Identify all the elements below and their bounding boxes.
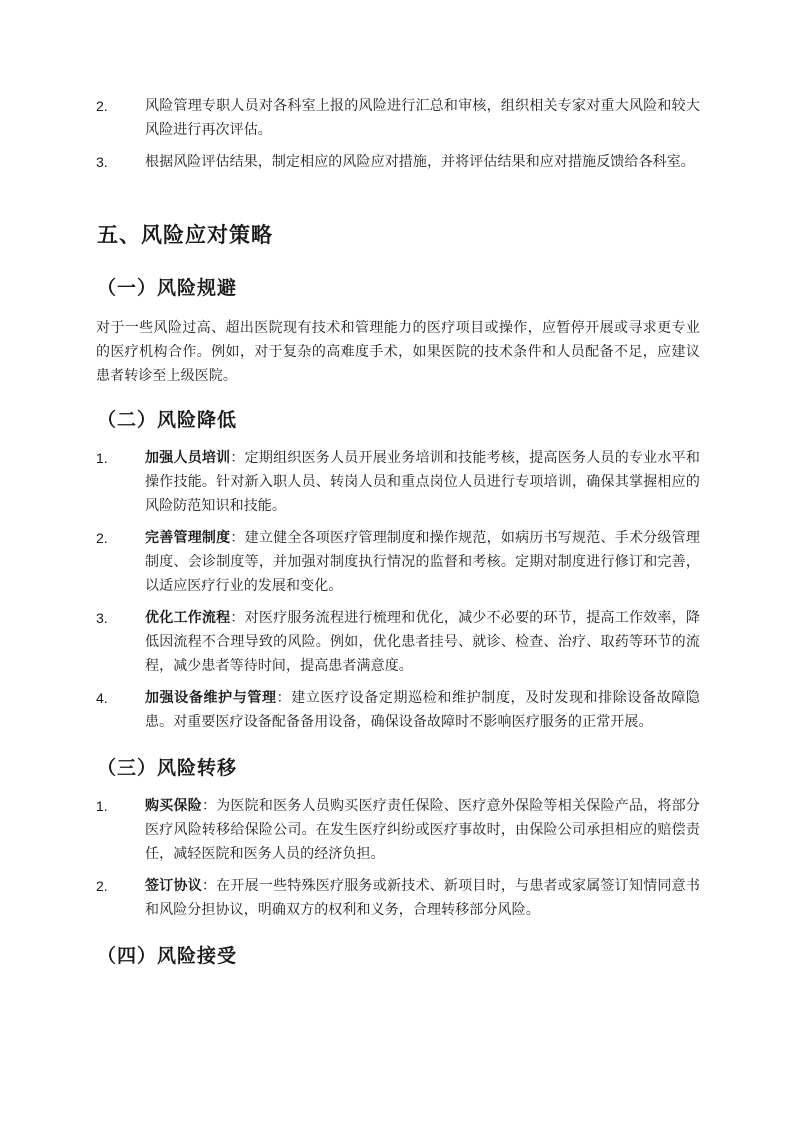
list-label: 购买保险 (145, 798, 202, 814)
subsection-heading: （三）风险转移 (97, 757, 238, 779)
list-text: 加强设备维护与管理：建立医疗设备定期巡检和维护制度，及时发现和排除设备故障隐患。对重要医疗设备配备备用设备，确保设备故障时不影响医疗服务的正常开展。 (145, 690, 700, 730)
paragraph: 对于一些风险过高、超出医院现有技术和管理能力的医疗项目或操作，应暂停开展或寻求更专业的医疗机构合作。例如，对于复杂的高难度手术，如果医院的技术条件和人员配备不足，应建议患者转诊至上级医院。 (96, 320, 700, 384)
subsection-heading: （二）风险降低 (97, 409, 238, 431)
list-text: 加强人员培训：定期组织医务人员开展业务培训和技能考核，提高医务人员的专业水平和操作技能。针对新入职人员、转岗人员和重点岗位人员进行专项培训，确保其掌握相应的风险防范知识和技能。 (145, 450, 700, 514)
list-text: 根据风险评估结果，制定相应的风险应对措施，并将评估结果和应对措施反馈给各科室。 (145, 154, 695, 170)
list-number: 3. (96, 610, 108, 626)
list-text: 签订协议：在开展一些特殊医疗服务或新技术、新项目时，与患者或家属签订知情同意书和风险分担协议，明确双方的权利和义务，合理转移部分风险。 (145, 878, 700, 918)
list-number: 3. (96, 154, 108, 170)
list-text: 优化工作流程：对医疗服务流程进行梳理和优化，减少不必要的环节，提高工作效率，降低因流程不合理导致的风险。例如，优化患者挂号、就诊、检查、治疗、取药等环节的流程，减少患者等待时间，提高患者满意度。 (145, 610, 700, 674)
list-number: 2. (96, 98, 108, 114)
list-label: 加强人员培训 (145, 450, 231, 466)
subsection-heading: （一）风险规避 (97, 277, 238, 299)
list-number: 1. (96, 798, 108, 814)
list-number: 2. (96, 878, 108, 894)
list-number: 2. (96, 530, 108, 546)
list-label: 优化工作流程 (145, 610, 231, 626)
list-label: 签订协议 (145, 878, 202, 894)
list-text: 风险管理专职人员对各科室上报的风险进行汇总和审核，组织相关专家对重大风险和较大风险进行再次评估。 (145, 98, 700, 138)
list-number: 4. (96, 690, 108, 706)
section-heading: 五、风险应对策略 (97, 223, 273, 247)
list-text: 购买保险：为医院和医务人员购买医疗责任保险、医疗意外保险等相关保险产品，将部分医疗风险转移给保险公司。在发生医疗纠纷或医疗事故时，由保险公司承担相应的赔偿责任，减轻医院和医务人员的经济负担。 (145, 798, 700, 862)
list-label: 完善管理制度 (145, 530, 231, 546)
list-text: 完善管理制度：建立健全各项医疗管理制度和操作规范，如病历书写规范、手术分级管理制度、会诊制度等，并加强对制度执行情况的监督和考核。定期对制度进行修订和完善，以适应医疗行业的发展和变化。 (145, 530, 700, 594)
list-label: 加强设备维护与管理 (145, 690, 277, 706)
subsection-heading: （四）风险接受 (97, 945, 238, 967)
list-number: 1. (96, 450, 108, 466)
